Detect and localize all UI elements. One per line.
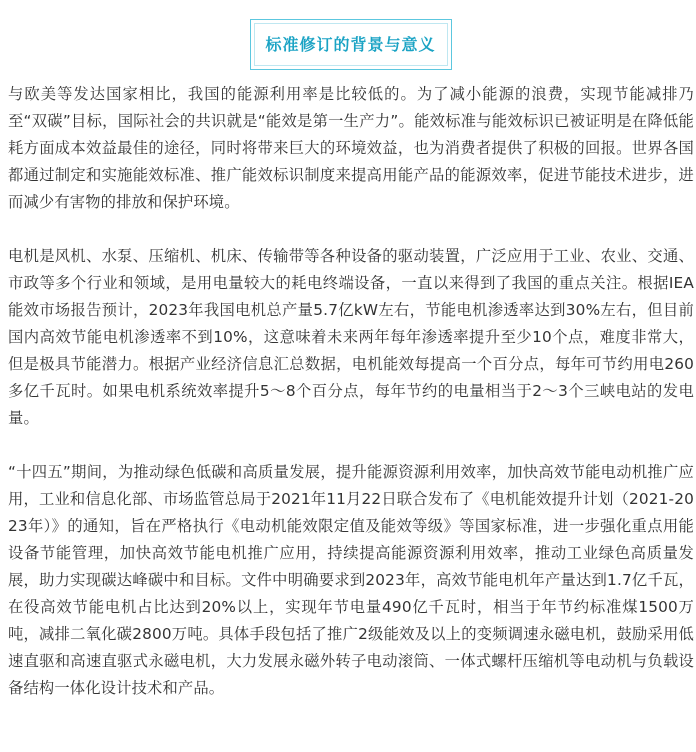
section-heading-box <box>250 19 452 70</box>
paragraph-motor-efficiency: 电机是风机、水泵、压缩机、机床、传输带等各种设备的驱动装置，广泛应用于工业、农业、交通、市政等多个行业和领域，是用电量较大的耗电终端设备，一直以来得到了我国的重点关注。根据IEA能效市场报告预计，2023年我国电机总产量5.7亿kW左右，节能电机渗透率达到30%左右，但目前国内高效节能电机渗透率不到10%，这意味着未来两年每年渗透率提升至少10个点，难度非常大，但是极具节能潜力。根据产业经济信息汇总数据，电机能效每提高一个百分点，每年可节约用电260多亿千瓦时。如果电机系统效率提升5～8个百分点，每年节约的电量相当于2～3个三峡电站的发电量。 <box>8 247 694 427</box>
article-body <box>8 81 694 702</box>
paragraph-background: 与欧美等发达国家相比，我国的能源利用率是比较低的。为了减小能源的浪费，实现节能减排乃至“双碳”目标，国际社会的共识就是“能效是第一生产力”。能效标准与能效标识已被证明是在降低能耗方面成本效益最佳的途径，同时将带来巨大的环境效益，也为消费者提供了积极的回报。世界各国都通过制定和实施能效标准、推广能效标识制度来提高用能产品的能源效率，促进节能技术进步，进而减少有害物的排放和保护环境。 <box>8 85 694 211</box>
section-heading <box>0 19 696 70</box>
section-title: 标准修订的背景与意义 <box>265 35 436 54</box>
paragraph-policy: “十四五”期间，为推动绿色低碳和高质量发展，提升能源资源利用效率，加快高效节能电动机推广应用，工业和信息化部、市场监管总局于2021年11月22日联合发布了《电机能效提升计划（2021-2023年）》的通知，旨在严格执行《电动机能效限定值及能效等级》等国家标准，进一步强化重点用能设备节能管理，加快高效节能电机推广应用，持续提高能源资源利用效率，推动工业绿色高质量发展，助力实现碳达峰碳中和目标。文件中明确要求到2023年，高效节能电机年产量达到1.7亿千瓦，在役高效节能电机占比达到20%以上，实现年节电量490亿千瓦时，相当于年节约标准煤1500万吨，减排二氧化碳2800万吨。具体手段包括了推广2级能效及以上的变频调速永磁电机，鼓励采用低速直驱和高速直驱式永磁电机，大力发展永磁外转子电动滚筒、一体式螺杆压缩机等电动机与负载设备结构一体化设计技术和产品。 <box>8 463 694 697</box>
